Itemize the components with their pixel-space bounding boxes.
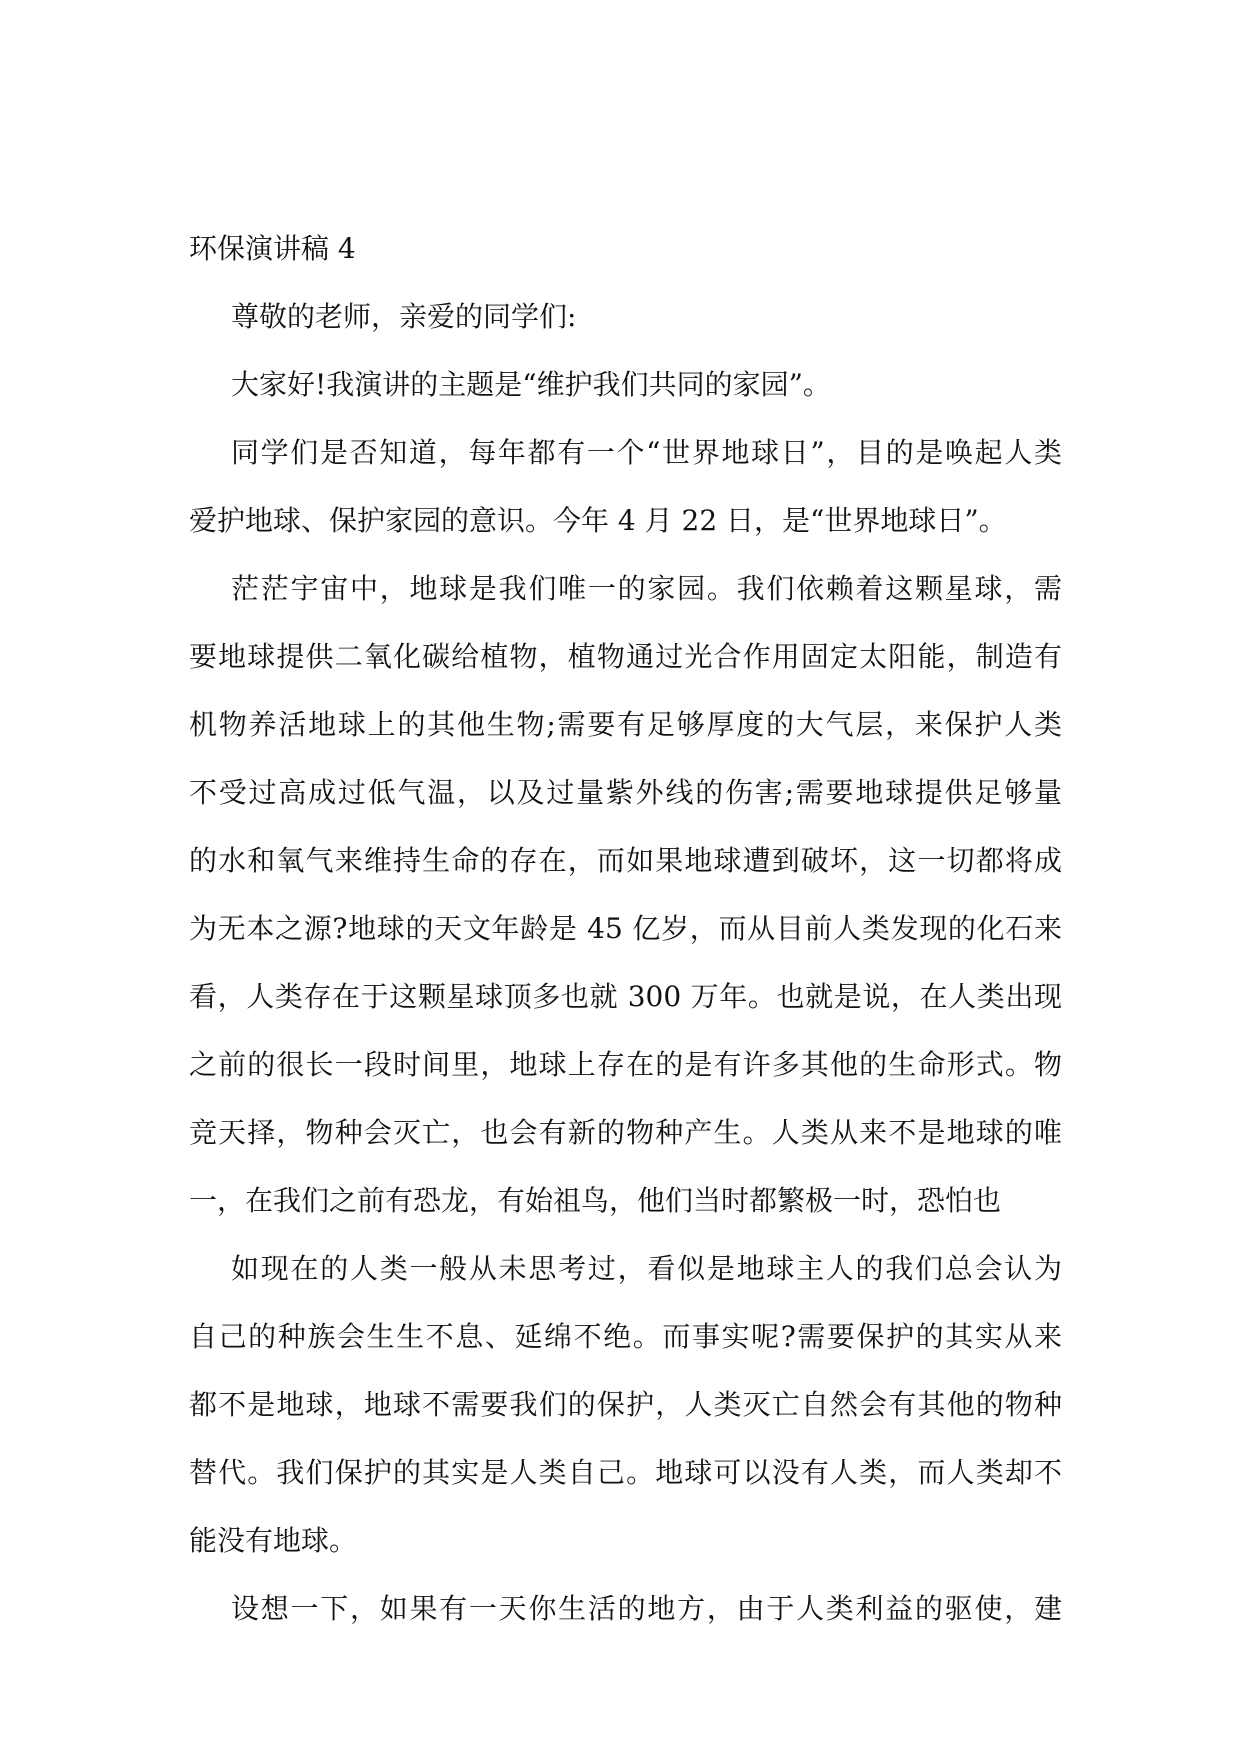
paragraph-line: 爱护地球、保护家园的意识。今年 4 月 22 日，是“世界地球日”。 [189, 504, 1007, 537]
paragraph-line: 设想一下，如果有一天你生活的地方，由于人类利益的驱使，建 [231, 1592, 1062, 1625]
paragraph-line: 如现在的人类一般从未思考过，看似是地球主人的我们总会认为 [231, 1252, 1062, 1285]
paragraph-line: 看，人类存在于这颗星球顶多也就 300 万年。也就是说，在人类出现 [189, 980, 1062, 1013]
paragraph-line: 茫茫宇宙中，地球是我们唯一的家园。我们依赖着这颗星球，需 [231, 572, 1062, 605]
intro-line: 大家好!我演讲的主题是“维护我们共同的家园”。 [231, 368, 831, 401]
paragraph-line: 的水和氧气来维持生命的存在，而如果地球遭到破坏，这一切都将成 [189, 844, 1062, 877]
paragraph-line: 之前的很长一段时间里，地球上存在的是有许多其他的生命形式。物 [189, 1048, 1062, 1081]
paragraph-line: 自己的种族会生生不息、延绵不绝。而事实呢?需要保护的其实从来 [189, 1320, 1062, 1353]
paragraph-line: 竞天择，物种会灭亡，也会有新的物种产生。人类从来不是地球的唯 [189, 1116, 1062, 1149]
document-title: 环保演讲稿 4 [189, 232, 356, 265]
greeting-line: 尊敬的老师，亲爱的同学们: [231, 300, 577, 333]
paragraph-line: 能没有地球。 [189, 1524, 358, 1557]
paragraph-line: 同学们是否知道，每年都有一个“世界地球日”，目的是唤起人类 [231, 436, 1062, 469]
paragraph-line: 一，在我们之前有恐龙，有始祖鸟，他们当时都繁极一时，恐怕也 [189, 1184, 1002, 1217]
paragraph-line: 不受过高成过低气温，以及过量紫外线的伤害;需要地球提供足够量 [189, 776, 1062, 809]
paragraph-line: 替代。我们保护的其实是人类自己。地球可以没有人类，而人类却不 [189, 1456, 1062, 1489]
paragraph-line: 机物养活地球上的其他生物;需要有足够厚度的大气层，来保护人类 [189, 708, 1062, 741]
paragraph-line: 要地球提供二氧化碳给植物，植物通过光合作用固定太阳能，制造有 [189, 640, 1062, 673]
paragraph-line: 都不是地球，地球不需要我们的保护，人类灭亡自然会有其他的物种 [189, 1388, 1062, 1421]
paragraph-line: 为无本之源?地球的天文年龄是 45 亿岁，而从目前人类发现的化石来 [189, 912, 1062, 945]
